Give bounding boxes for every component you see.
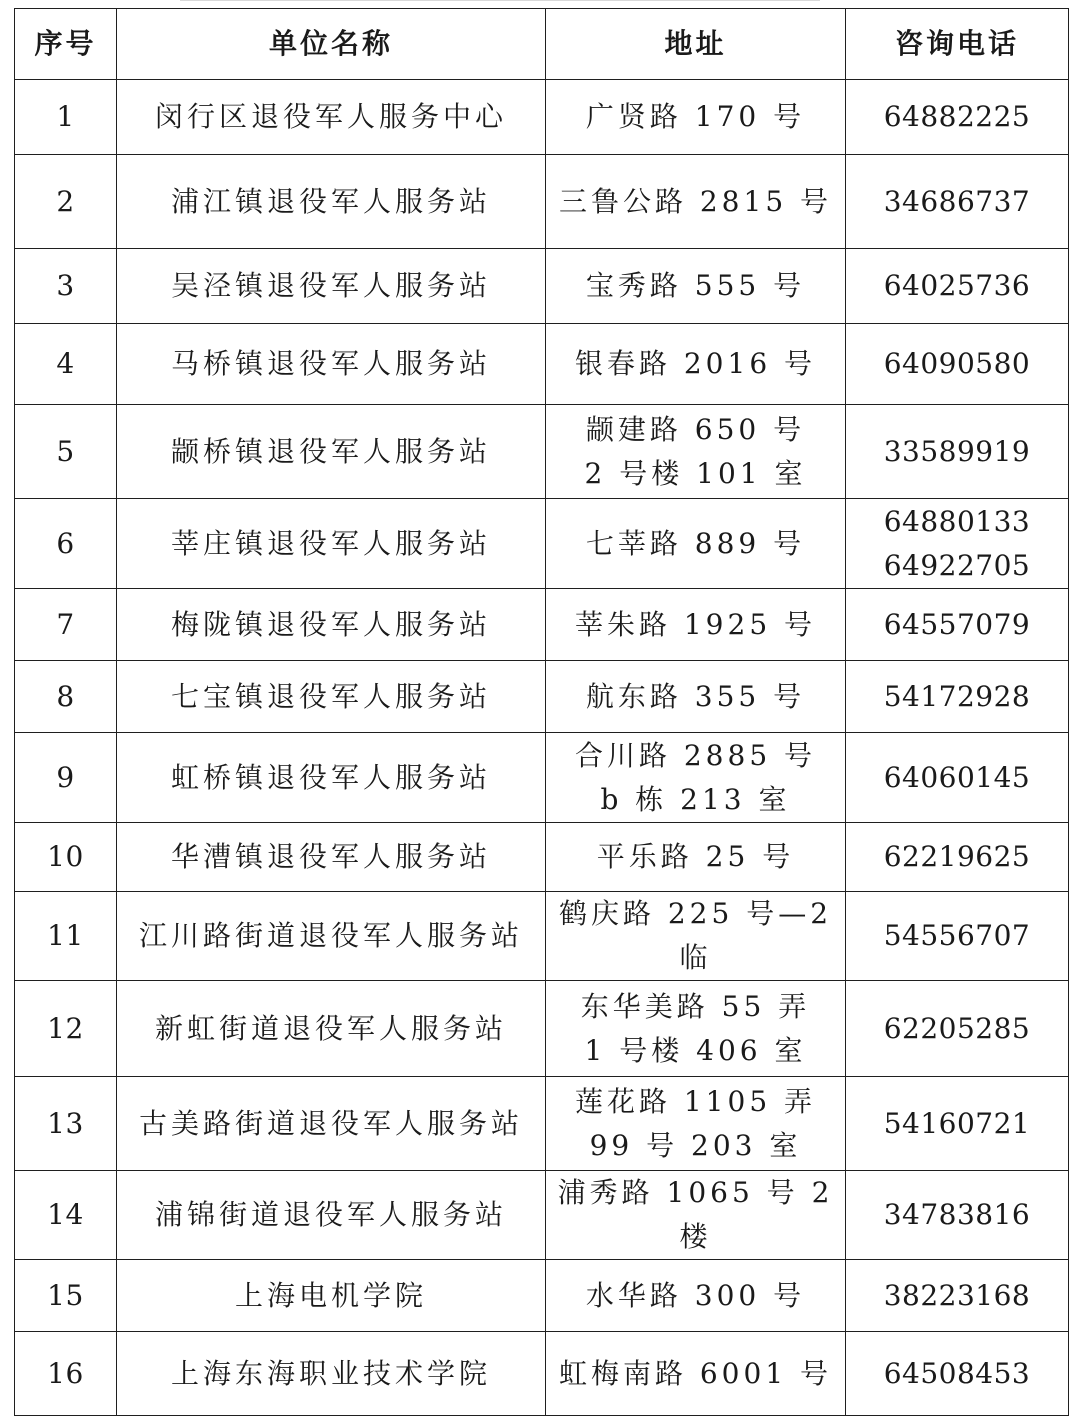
- phone-cell: [846, 324, 1069, 405]
- table-row: [15, 823, 1069, 892]
- header-index: 序号: [15, 9, 117, 80]
- row-index: 16: [15, 1332, 117, 1416]
- address-line: 鹤庆路 225 号—2 临: [558, 897, 833, 974]
- address-line: 航东路 355 号: [585, 679, 806, 713]
- address-line: 2 号楼 101 室: [584, 456, 807, 490]
- unit-name-cell: 闵行区退役军人服务中心: [117, 80, 546, 155]
- address-line: 颛建路 650 号: [585, 412, 806, 446]
- phone-cell: [846, 499, 1069, 589]
- unit-name-cell: 七宝镇退役军人服务站: [117, 661, 546, 733]
- row-index: 12: [15, 981, 117, 1077]
- phone-number: 64557079: [883, 607, 1031, 641]
- table-row: [15, 249, 1069, 324]
- unit-name-cell: 华漕镇退役军人服务站: [117, 823, 546, 892]
- address-cell: [546, 1077, 846, 1171]
- phone-cell: [846, 981, 1069, 1077]
- row-index: 13: [15, 1077, 117, 1171]
- unit-name-cell: 吴泾镇退役军人服务站: [117, 249, 546, 324]
- unit-name-cell: 上海东海职业技术学院: [117, 1332, 546, 1416]
- address-line: 99 号 203 室: [589, 1128, 802, 1162]
- phone-number: 33589919: [883, 434, 1031, 468]
- address-cell: [546, 1260, 846, 1332]
- address-cell: [546, 589, 846, 661]
- phone-cell: [846, 661, 1069, 733]
- phone-number: 62205285: [883, 1011, 1031, 1045]
- unit-name-cell: 江川路街道退役军人服务站: [117, 892, 546, 981]
- row-index: 10: [15, 823, 117, 892]
- row-index: 2: [15, 155, 117, 249]
- address-line: b 栋 213 室: [600, 782, 791, 816]
- address-line: 银春路 2016 号: [574, 347, 817, 380]
- unit-name-cell: 莘庄镇退役军人服务站: [117, 499, 546, 589]
- phone-number: 64882225: [883, 100, 1031, 133]
- table-row: [15, 499, 1069, 589]
- phone-number: 64922705: [883, 548, 1031, 582]
- table-row: [15, 80, 1069, 155]
- table-row: [15, 405, 1069, 499]
- table-row: [15, 324, 1069, 405]
- phone-number: 64060145: [883, 760, 1031, 794]
- row-index: 15: [15, 1260, 117, 1332]
- row-index: 6: [15, 499, 117, 589]
- address-line: 莲花路 1105 弄: [574, 1084, 817, 1118]
- row-index: 7: [15, 589, 117, 661]
- address-line: 1 号楼 406 室: [584, 1033, 807, 1067]
- address-cell: [546, 405, 846, 499]
- address-cell: [546, 324, 846, 405]
- address-line: 三鲁公路 2815 号: [558, 184, 833, 218]
- phone-cell: [846, 733, 1069, 823]
- table-row: [15, 1260, 1069, 1332]
- row-index: 4: [15, 324, 117, 405]
- table-row: [15, 661, 1069, 733]
- row-index: 5: [15, 405, 117, 499]
- address-line: 水华路 300 号: [585, 1278, 806, 1312]
- table-row: [15, 589, 1069, 661]
- address-cell: [546, 981, 846, 1077]
- phone-cell: [846, 155, 1069, 249]
- phone-number: 38223168: [883, 1278, 1031, 1312]
- header-address: 地址: [546, 9, 846, 80]
- unit-name-cell: 上海电机学院: [117, 1260, 546, 1332]
- table-row: [15, 733, 1069, 823]
- row-index: 1: [15, 80, 117, 155]
- address-line: 广贤路 170 号: [585, 100, 806, 133]
- phone-cell: [846, 823, 1069, 892]
- phone-cell: [846, 892, 1069, 981]
- phone-number: 62219625: [883, 840, 1031, 873]
- phone-cell: [846, 1077, 1069, 1171]
- unit-name-cell: 新虹街道退役军人服务站: [117, 981, 546, 1077]
- phone-cell: [846, 249, 1069, 324]
- address-cell: [546, 892, 846, 981]
- phone-cell: [846, 1260, 1069, 1332]
- address-cell: [546, 1171, 846, 1260]
- address-cell: [546, 733, 846, 823]
- address-line: 宝秀路 555 号: [585, 269, 806, 302]
- phone-number: 34783816: [883, 1198, 1031, 1231]
- table-row: [15, 892, 1069, 981]
- address-line: 莘朱路 1925 号: [574, 607, 817, 641]
- phone-number: 64090580: [883, 347, 1031, 380]
- address-line: 浦秀路 1065 号 2 楼: [557, 1176, 834, 1253]
- address-cell: [546, 499, 846, 589]
- address-cell: [546, 80, 846, 155]
- address-line: 合川路 2885 号: [574, 738, 817, 772]
- header-unit-name: 单位名称: [117, 9, 546, 80]
- row-index: 9: [15, 733, 117, 823]
- phone-number: 34686737: [883, 184, 1031, 218]
- phone-number: 64025736: [883, 269, 1031, 302]
- phone-number: 54556707: [883, 919, 1031, 952]
- address-cell: [546, 823, 846, 892]
- phone-number: 64508453: [883, 1356, 1031, 1390]
- table-body: [15, 80, 1069, 1416]
- phone-cell: [846, 80, 1069, 155]
- unit-name-cell: 浦江镇退役军人服务站: [117, 155, 546, 249]
- address-cell: [546, 249, 846, 324]
- row-index: 8: [15, 661, 117, 733]
- address-line: 东华美路 55 弄: [580, 989, 811, 1023]
- table-row: [15, 981, 1069, 1077]
- address-cell: [546, 155, 846, 249]
- phone-number: 54160721: [883, 1106, 1031, 1140]
- table-header-row: [15, 9, 1069, 80]
- phone-number: 64880133: [883, 504, 1031, 538]
- table-row: [15, 1171, 1069, 1260]
- phone-number: 54172928: [883, 679, 1031, 713]
- unit-name-cell: 马桥镇退役军人服务站: [117, 324, 546, 405]
- row-index: 3: [15, 249, 117, 324]
- top-divider: [180, 0, 820, 1]
- phone-cell: [846, 1171, 1069, 1260]
- header-phone: 咨询电话: [846, 9, 1069, 80]
- unit-name-cell: 虹桥镇退役军人服务站: [117, 733, 546, 823]
- table-row: [15, 155, 1069, 249]
- unit-name-cell: 浦锦街道退役军人服务站: [117, 1171, 546, 1260]
- address-line: 七莘路 889 号: [585, 526, 806, 560]
- unit-name-cell: 颛桥镇退役军人服务站: [117, 405, 546, 499]
- row-index: 14: [15, 1171, 117, 1260]
- unit-name-cell: 梅陇镇退役军人服务站: [117, 589, 546, 661]
- address-line: 虹梅南路 6001 号: [558, 1356, 833, 1390]
- table-row: [15, 1077, 1069, 1171]
- row-index: 11: [15, 892, 117, 981]
- phone-cell: [846, 405, 1069, 499]
- address-cell: [546, 661, 846, 733]
- phone-cell: [846, 589, 1069, 661]
- service-station-table: [14, 8, 1069, 1416]
- unit-name-cell: 古美路街道退役军人服务站: [117, 1077, 546, 1171]
- address-line: 平乐路 25 号: [596, 840, 795, 873]
